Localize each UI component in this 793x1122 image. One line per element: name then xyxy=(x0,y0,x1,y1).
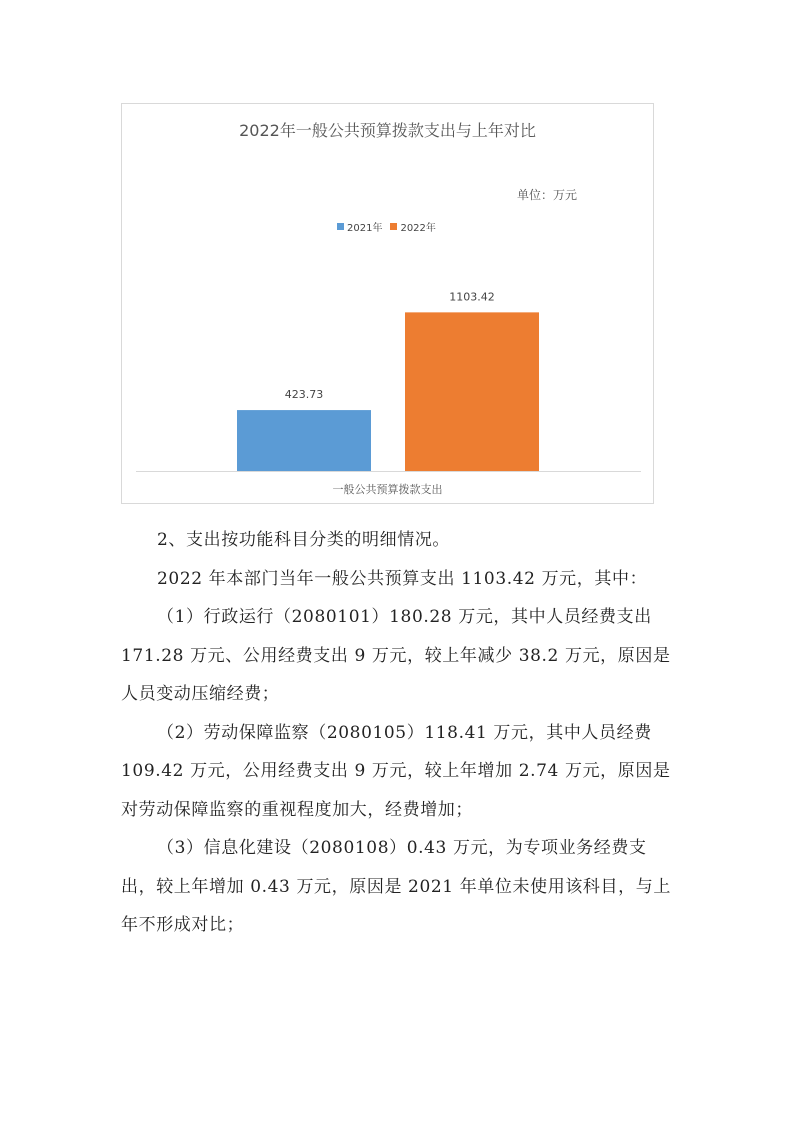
intro-paragraph: 2022 年本部门当年一般公共预算支出 1103.42 万元，其中： xyxy=(157,568,648,589)
chart-title: 2022年一般公共预算拨款支出与上年对比 xyxy=(239,121,536,140)
body-text xyxy=(121,521,681,945)
legend-label-2021: 2021年 xyxy=(347,223,383,234)
chart-container xyxy=(121,103,654,504)
item-2-paragraph: （2）劳动保障监察（2080105）118.41 万元，其中人员经费 109.42 万元，公用经费支出 9 万元，较上年增加 2.74 万元，原因是对劳动保障监察的重视程度加大，经费增加； xyxy=(121,722,671,820)
bar-2021 xyxy=(237,410,371,471)
data-label-2021: 423.73 xyxy=(284,388,324,402)
item-1-paragraph: （1）行政运行（2080101）180.28 万元，其中人员经费支出 171.28 万元、公用经费支出 9 万元，较上年减少 38.2 万元，原因是人员变动压缩经费； xyxy=(121,607,671,704)
legend-label-2022: 2022年 xyxy=(400,223,436,234)
section-heading: 2、支出按功能科目分类的明细情况。 xyxy=(157,530,451,550)
bar-2022 xyxy=(405,312,539,471)
data-label-2022: 1103.42 xyxy=(449,290,495,304)
chart-unit-label: 单位：万元 xyxy=(517,188,578,202)
item-3-paragraph: （3）信息化建设（2080108）0.43 万元，为专项业务经费支出，较上年增加 0.43 万元，原因是 2021 年单位未使用该科目，与上年不形成对比； xyxy=(121,838,671,935)
chart-plot xyxy=(122,104,655,505)
x-category-label: 一般公共预算拨款支出 xyxy=(332,483,443,496)
